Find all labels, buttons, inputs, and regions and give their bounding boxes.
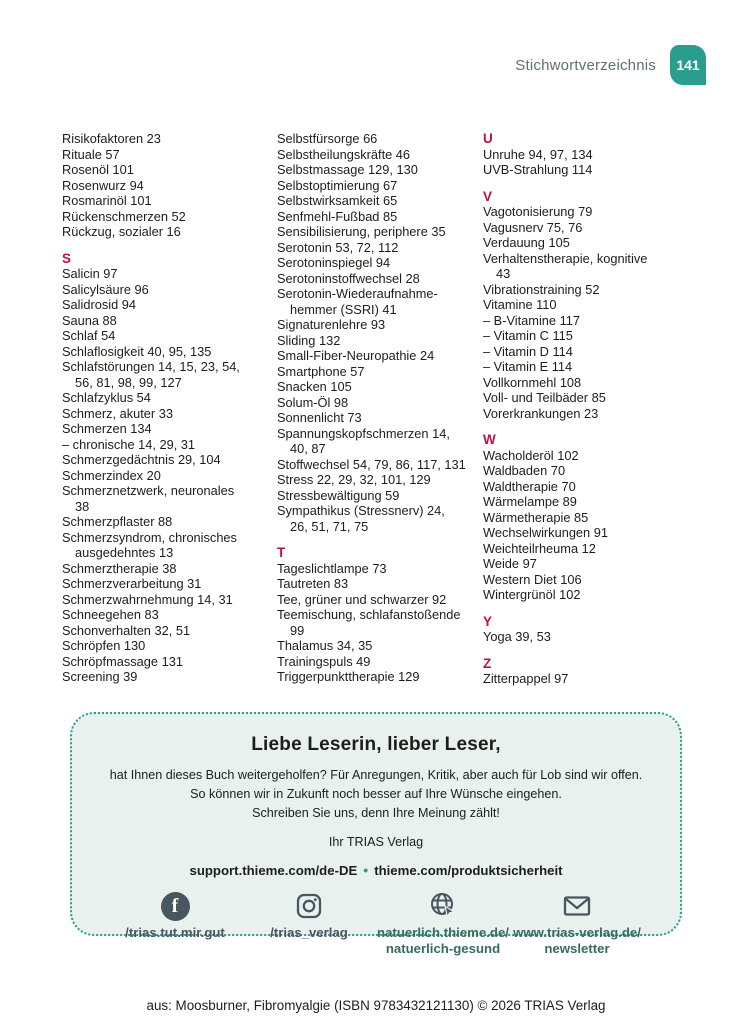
index-entry: Stoffwechsel 54, 79, 86, 117, 131 bbox=[277, 456, 466, 472]
index-entry: – Vitamin C 115 bbox=[483, 328, 573, 343]
index-entry: Sonnenlicht 73 bbox=[277, 410, 362, 425]
index-entry: Vagusnerv 75, 76 bbox=[483, 219, 583, 235]
index-entry: Schneegehen 83 bbox=[62, 607, 159, 622]
index-entry: Salidrosid 94 bbox=[62, 297, 136, 312]
index-entry: – B-Vitamine 117 bbox=[483, 312, 580, 328]
index-entry: Schröpfmassage 131 bbox=[62, 653, 183, 669]
index-entry: hemmer (SSRI) 41 bbox=[290, 301, 397, 317]
index-entry: Stressbewältigung 59 bbox=[277, 487, 400, 503]
index-entry: UVB-Strahlung 114 bbox=[483, 162, 593, 177]
index-entry: Wärmelampe 89 bbox=[483, 494, 577, 509]
index-entry: Salicylsäure 96 bbox=[62, 281, 149, 297]
index-entry: Wintergrünöl 102 bbox=[483, 587, 581, 602]
index-entry: Screening 39 bbox=[62, 669, 138, 684]
index-entry: Tageslichtlampe 73 bbox=[277, 560, 387, 576]
index-entry: 26, 51, 71, 75 bbox=[290, 518, 369, 534]
index-entry: Schröpfen 130 bbox=[62, 638, 146, 653]
index-entry: Schmerzgedächtnis 29, 104 bbox=[62, 452, 221, 467]
imprint-line: aus: Moosburner, Fibromyalgie (ISBN 9783432121130) © 2026 TRIAS Verlag bbox=[146, 998, 606, 1013]
index-entry: Schlafstörungen 14, 15, 23, 54, bbox=[62, 359, 240, 374]
index-entry: – chronische 14, 29, 31 bbox=[62, 436, 196, 452]
index-entry: Serotonin 53, 72, 112 bbox=[277, 239, 399, 255]
instagram-link[interactable] bbox=[242, 891, 376, 957]
index-entry: Serotoninstoffwechsel 28 bbox=[277, 270, 420, 286]
index-entry: Salicin 97 bbox=[62, 266, 118, 281]
facebook-handle: /trias.tut.mir.gut bbox=[125, 925, 225, 940]
publisher-feedback-box bbox=[70, 712, 682, 956]
website-link[interactable] bbox=[376, 891, 510, 957]
index-entry: Sliding 132 bbox=[277, 332, 341, 348]
newsletter-link[interactable] bbox=[510, 891, 644, 957]
index-entry: Small-Fiber-Neuropathie 24 bbox=[277, 348, 435, 363]
index-entry: Schmerzindex 20 bbox=[62, 467, 161, 483]
index-entry: Verdauung 105 bbox=[483, 235, 570, 250]
index-entry: Zitterpappel 97 bbox=[483, 671, 569, 686]
index-entry: Thalamus 34, 35 bbox=[277, 638, 373, 653]
index-column bbox=[483, 131, 692, 687]
index-entry: Tee, grüner und schwarzer 92 bbox=[277, 591, 447, 607]
index-entry: Western Diet 106 bbox=[483, 571, 582, 587]
index-entry: Verhaltenstherapie, kognitive bbox=[483, 250, 648, 266]
feedback-body bbox=[72, 766, 680, 823]
index-entry: Schmerzverarbeitung 31 bbox=[62, 576, 202, 591]
bullet-separator: • bbox=[363, 862, 369, 878]
facebook-icon: f bbox=[161, 891, 190, 921]
index-section-letter: S bbox=[62, 250, 72, 266]
feedback-line: Schreiben Sie uns, denn Ihre Meinung zählt! bbox=[252, 806, 500, 820]
index-entry: Schmerzpflaster 88 bbox=[62, 514, 173, 529]
index-entry: Waldbaden 70 bbox=[483, 463, 566, 478]
index-entry: Serotonin-Wiederaufnahme- bbox=[277, 286, 438, 301]
index-entry: ausgedehntes 13 bbox=[75, 545, 174, 560]
index-entry: 56, 81, 98, 99, 127 bbox=[75, 374, 182, 390]
index-entry: Stress 22, 29, 32, 101, 129 bbox=[277, 472, 431, 487]
page-header bbox=[515, 45, 706, 85]
index-entry: Wärmetherapie 85 bbox=[483, 509, 589, 525]
index-entry: Rückenschmerzen 52 bbox=[62, 208, 186, 224]
index-entry: – Vitamin E 114 bbox=[483, 359, 573, 374]
website-url-line2: natuerlich-gesund bbox=[385, 941, 501, 956]
index-entry: Sauna 88 bbox=[62, 312, 117, 328]
index-entry: Schmerzsyndrom, chronisches bbox=[62, 529, 237, 545]
index-section-letter: Z bbox=[483, 655, 492, 671]
index-entry: Rosenwurz 94 bbox=[62, 177, 144, 193]
newsletter-url-line1: www.trias-verlag.de/ bbox=[513, 925, 641, 940]
index-section-letter: U bbox=[483, 131, 493, 146]
index-entry: Sympathikus (Stressnerv) 24, bbox=[277, 503, 445, 518]
index-entry: Wacholderöl 102 bbox=[483, 447, 579, 463]
feedback-title: Liebe Leserin, lieber Leser, bbox=[251, 734, 501, 755]
index-columns bbox=[62, 131, 692, 687]
publisher-signature: Ihr TRIAS Verlag bbox=[328, 835, 424, 849]
facebook-link[interactable] bbox=[108, 891, 242, 957]
chapter-title: Stichwortverzeichnis bbox=[515, 56, 656, 74]
index-entry: Schlaf 54 bbox=[62, 328, 116, 343]
index-entry: Selbstwirksamkeit 65 bbox=[277, 193, 398, 208]
index-entry: Snacken 105 bbox=[277, 379, 352, 394]
index-entry: Wechselwirkungen 91 bbox=[483, 525, 608, 540]
index-section-letter: T bbox=[277, 545, 286, 560]
index-entry: Vibrationstraining 52 bbox=[483, 281, 600, 297]
support-link[interactable]: support.thieme.com/de-DE bbox=[189, 863, 358, 878]
globe-link-icon bbox=[428, 891, 458, 921]
index-entry: Spannungskopfschmerzen 14, bbox=[277, 425, 450, 441]
index-entry: Rituale 57 bbox=[62, 146, 120, 162]
feedback-line: So können wir in Zukunft noch besser auf Ihre Wünsche eingehen. bbox=[190, 787, 562, 801]
index-entry: 40, 87 bbox=[290, 441, 326, 456]
index-entry: Rosmarinöl 101 bbox=[62, 193, 152, 208]
index-entry: Risikofaktoren 23 bbox=[62, 131, 161, 146]
index-entry: Waldtherapie 70 bbox=[483, 478, 576, 494]
index-entry: Schmerzen 134 bbox=[62, 421, 152, 436]
support-links bbox=[72, 862, 680, 878]
index-entry: Sensibilisierung, periphere 35 bbox=[277, 224, 446, 239]
index-entry: Smartphone 57 bbox=[277, 363, 365, 379]
index-entry: Yoga 39, 53 bbox=[483, 629, 551, 644]
index-entry: Selbstoptimierung 67 bbox=[277, 177, 398, 193]
index-entry: Unruhe 94, 97, 134 bbox=[483, 146, 593, 162]
index-entry: 99 bbox=[290, 622, 305, 638]
index-entry: Trainingspuls 49 bbox=[277, 653, 371, 669]
index-entry: Schmerz, akuter 33 bbox=[62, 405, 173, 421]
index-section-letter: V bbox=[483, 188, 493, 204]
index-entry: Triggerpunkttherapie 129 bbox=[277, 669, 420, 684]
mail-icon bbox=[562, 891, 592, 921]
index-entry: Tautreten 83 bbox=[277, 576, 349, 591]
index-column bbox=[277, 131, 483, 687]
index-entry: Weide 97 bbox=[483, 556, 537, 571]
instagram-icon bbox=[295, 891, 323, 921]
index-entry: Schmerznetzwerk, neuronales bbox=[62, 483, 235, 498]
index-entry: Selbstmassage 129, 130 bbox=[277, 162, 418, 177]
product-safety-link[interactable]: thieme.com/produktsicherheit bbox=[374, 863, 563, 878]
index-entry: Selbstheilungskräfte 46 bbox=[277, 146, 411, 162]
newsletter-url-line2: newsletter bbox=[544, 941, 610, 956]
index-entry: Schonverhalten 32, 51 bbox=[62, 622, 191, 638]
index-entry: Schlaflosigkeit 40, 95, 135 bbox=[62, 343, 212, 359]
index-entry: Voll- und Teilbäder 85 bbox=[483, 390, 606, 405]
index-section-letter: W bbox=[483, 432, 496, 447]
index-entry: Rosenöl 101 bbox=[62, 162, 134, 177]
index-entry: Vorerkrankungen 23 bbox=[483, 405, 599, 421]
index-entry: Vitamine 110 bbox=[483, 297, 557, 312]
index-entry: Senfmehl-Fußbad 85 bbox=[277, 208, 398, 224]
instagram-handle: /trias_verlag bbox=[270, 925, 348, 940]
index-entry: Serotoninspiegel 94 bbox=[277, 255, 391, 270]
index-entry: Schlafzyklus 54 bbox=[62, 390, 151, 405]
index-entry: Rückzug, sozialer 16 bbox=[62, 224, 181, 239]
index-entry: Weichteilrheuma 12 bbox=[483, 540, 596, 556]
index-entry: Teemischung, schlafanstoßende bbox=[277, 607, 461, 622]
index-entry: Solum-Öl 98 bbox=[277, 394, 349, 410]
index-column bbox=[62, 131, 277, 687]
index-section-letter: Y bbox=[483, 613, 493, 629]
index-entry: Selbstfürsorge 66 bbox=[277, 131, 378, 146]
index-entry: – Vitamin D 114 bbox=[483, 343, 573, 359]
website-url-line1: natuerlich.thieme.de/ bbox=[377, 925, 509, 940]
index-entry: 38 bbox=[75, 498, 90, 514]
index-entry: Schmerztherapie 38 bbox=[62, 560, 177, 576]
index-entry: 43 bbox=[496, 266, 511, 281]
index-entry: Signaturenlehre 93 bbox=[277, 317, 386, 332]
index-entry: Vagotonisierung 79 bbox=[483, 204, 593, 219]
social-links-row bbox=[72, 891, 680, 957]
index-entry: Vollkornmehl 108 bbox=[483, 374, 582, 390]
feedback-line: hat Ihnen dieses Buch weitergeholfen? Für Anregungen, Kritik, aber auch für Lob sind wir offen. bbox=[109, 768, 643, 782]
index-entry: Schmerzwahrnehmung 14, 31 bbox=[62, 591, 233, 607]
page-number-badge: 141 bbox=[670, 45, 706, 85]
